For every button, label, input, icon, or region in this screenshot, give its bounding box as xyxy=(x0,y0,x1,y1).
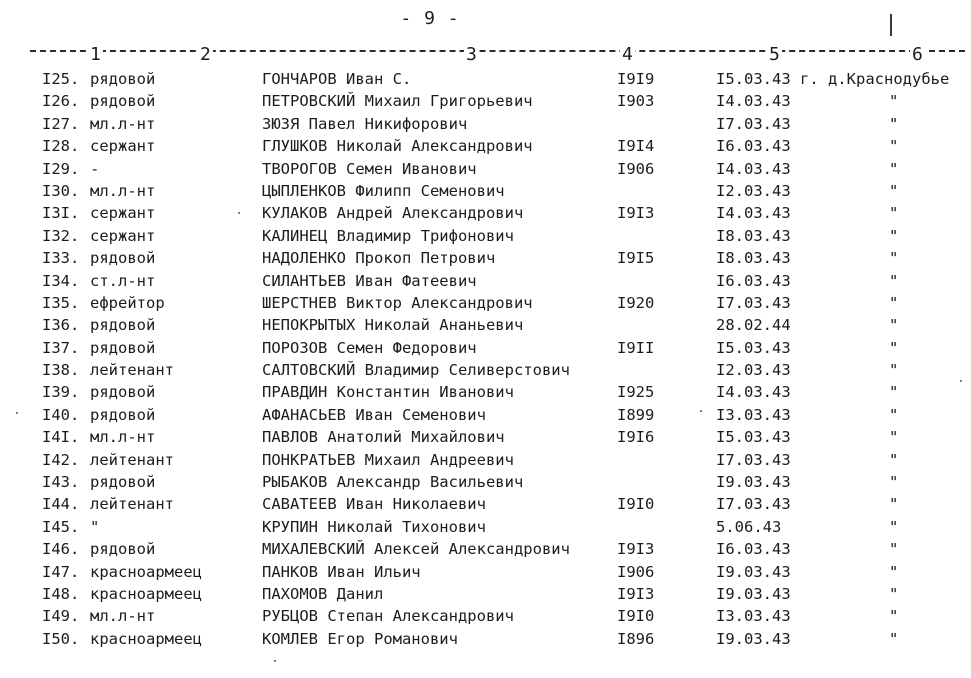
record-ditto-mark: " xyxy=(889,159,899,178)
column-number-1: 1 xyxy=(90,44,101,65)
record-birth-year: I9I0 xyxy=(617,607,655,626)
record-ditto-mark: " xyxy=(889,428,899,447)
record-birth-year: I9I3 xyxy=(617,540,655,559)
record-ditto-mark: " xyxy=(889,204,899,223)
record-name: ТВОРОГОВ Семен Иванович xyxy=(262,159,477,178)
record-date: I2.03.43 xyxy=(716,361,791,380)
record-name: КОМЛЕВ Егор Романович xyxy=(262,629,458,648)
record-number: I29. xyxy=(42,159,80,178)
record-number: I44. xyxy=(42,495,80,514)
record-birth-year: I9II xyxy=(617,338,655,357)
scan-speck xyxy=(238,212,240,214)
record-number: I4I. xyxy=(42,428,80,447)
record-rank: " xyxy=(90,517,100,536)
table-row xyxy=(0,225,971,247)
record-date: I3.03.43 xyxy=(716,405,791,424)
record-rank: лейтенант xyxy=(90,495,174,514)
column-number-5: 5 xyxy=(769,44,780,65)
record-birth-year: I9I3 xyxy=(617,584,655,603)
record-name: ПАВЛОВ Анатолий Михайлович xyxy=(262,428,505,447)
record-rank: рядовой xyxy=(90,249,156,268)
record-number: I26. xyxy=(42,92,80,111)
record-number: I25. xyxy=(42,70,80,88)
record-date: I7.03.43 xyxy=(716,293,791,312)
record-rank: рядовой xyxy=(90,92,156,111)
table-row xyxy=(0,449,971,471)
record-name: ПАХОМОВ Данил xyxy=(262,584,384,603)
table-row xyxy=(0,247,971,269)
record-number: I47. xyxy=(42,562,80,581)
record-date: I2.03.43 xyxy=(716,181,791,200)
record-birth-year: I9I4 xyxy=(617,137,655,156)
record-number: I46. xyxy=(42,540,80,559)
table-row xyxy=(0,561,971,583)
record-ditto-mark: " xyxy=(889,293,899,312)
record-number: I43. xyxy=(42,473,80,492)
record-name: ПОРОЗОВ Семен Федорович xyxy=(262,338,477,357)
record-ditto-mark: " xyxy=(889,181,899,200)
record-ditto-mark: " xyxy=(889,137,899,156)
record-number: I48. xyxy=(42,584,80,603)
record-ditto-mark: " xyxy=(889,473,899,492)
record-rank: рядовой xyxy=(90,316,156,335)
table-row xyxy=(0,404,971,426)
record-date: I5.03.43 xyxy=(716,338,791,357)
record-date: I4.03.43 xyxy=(716,383,791,402)
table-row xyxy=(0,516,971,538)
record-number: I42. xyxy=(42,450,80,469)
record-number: I30. xyxy=(42,181,80,200)
record-number: I45. xyxy=(42,517,80,536)
table-row xyxy=(0,180,971,202)
margin-mark xyxy=(890,14,892,36)
record-ditto-mark: " xyxy=(889,517,899,536)
table-row xyxy=(0,292,971,314)
record-ditto-mark: " xyxy=(889,540,899,559)
record-date: I6.03.43 xyxy=(716,137,791,156)
record-birth-year: I9I0 xyxy=(617,495,655,514)
record-rank: сержант xyxy=(90,226,156,245)
table-row xyxy=(0,314,971,336)
record-name: ЦЫПЛЕНКОВ Филипп Семенович xyxy=(262,181,505,200)
record-number: I37. xyxy=(42,338,80,357)
record-date: I3.03.43 xyxy=(716,607,791,626)
record-number: I27. xyxy=(42,114,80,133)
record-ditto-mark: " xyxy=(889,249,899,268)
record-rank: сержант xyxy=(90,204,156,223)
record-number: I40. xyxy=(42,405,80,424)
record-ditto-mark: " xyxy=(889,495,899,514)
table-row xyxy=(0,426,971,448)
record-name: МИХАЛЕВСКИЙ Алексей Александрович xyxy=(262,540,570,559)
scan-speck xyxy=(960,380,962,382)
record-date: I6.03.43 xyxy=(716,540,791,559)
record-name: ПЕТРОВСКИЙ Михаил Григорьевич xyxy=(262,92,533,111)
record-number: I34. xyxy=(42,271,80,290)
record-name: КУЛАКОВ Андрей Александрович xyxy=(262,204,524,223)
record-name: НЕПОКРЫТЫХ Николай Ананьевич xyxy=(262,316,524,335)
record-birth-year: I896 xyxy=(617,629,655,648)
record-birth-year: I906 xyxy=(617,159,655,178)
table-row xyxy=(0,538,971,560)
record-name: АФАНАСЬЕВ Иван Семенович xyxy=(262,405,486,424)
record-birth-year: I899 xyxy=(617,405,655,424)
record-date: I9.03.43 xyxy=(716,629,791,648)
record-date: 5.06.43 xyxy=(716,517,782,536)
table-row xyxy=(0,337,971,359)
record-name: СИЛАНТЬЕВ Иван Фатеевич xyxy=(262,271,477,290)
table-row xyxy=(0,68,971,90)
record-rank: рядовой xyxy=(90,383,156,402)
table-row xyxy=(0,605,971,627)
record-birth-year: I9I9 xyxy=(617,70,655,88)
record-ditto-mark: " xyxy=(889,405,899,424)
record-birth-year: I906 xyxy=(617,562,655,581)
records-list xyxy=(0,68,971,650)
table-row xyxy=(0,471,971,493)
record-ditto-mark: " xyxy=(889,629,899,648)
table-row xyxy=(0,493,971,515)
record-date: I6.03.43 xyxy=(716,271,791,290)
record-number: I32. xyxy=(42,226,80,245)
record-birth-year: I9I6 xyxy=(617,428,655,447)
record-rank: - xyxy=(90,159,100,178)
record-date: I8.03.43 xyxy=(716,249,791,268)
record-name: САВАТЕЕВ Иван Николаевич xyxy=(262,495,486,514)
record-ditto-mark: " xyxy=(889,316,899,335)
record-name: ШЕРСТНЕВ Виктор Александрович xyxy=(262,293,533,312)
record-name: ГОНЧАРОВ Иван С. xyxy=(262,70,412,88)
table-row xyxy=(0,158,971,180)
record-ditto-mark: " xyxy=(889,92,899,111)
record-birth-year: I9I3 xyxy=(617,204,655,223)
record-rank: мл.л-нт xyxy=(90,114,156,133)
scan-speck xyxy=(16,412,18,414)
record-date: I4.03.43 xyxy=(716,204,791,223)
table-row xyxy=(0,135,971,157)
record-number: I49. xyxy=(42,607,80,626)
record-number: I28. xyxy=(42,137,80,156)
table-row xyxy=(0,381,971,403)
record-rank: красноармеец xyxy=(90,562,202,581)
record-rank: мл.л-нт xyxy=(90,607,156,626)
record-number: I50. xyxy=(42,629,80,648)
record-ditto-mark: " xyxy=(889,361,899,380)
column-number-2: 2 xyxy=(200,44,211,65)
record-birth-year: I903 xyxy=(617,92,655,111)
record-rank: лейтенант xyxy=(90,361,174,380)
record-rank: мл.л-нт xyxy=(90,428,156,447)
record-name: ГЛУШКОВ Николай Александрович xyxy=(262,137,533,156)
record-birth-year: I9I5 xyxy=(617,249,655,268)
record-number: I3I. xyxy=(42,204,80,223)
record-rank: красноармеец xyxy=(90,629,202,648)
table-row xyxy=(0,90,971,112)
record-rank: сержант xyxy=(90,137,156,156)
record-number: I35. xyxy=(42,293,80,312)
record-number: I33. xyxy=(42,249,80,268)
record-rank: ст.л-нт xyxy=(90,271,156,290)
record-name: РУБЦОВ Степан Александрович xyxy=(262,607,514,626)
record-ditto-mark: " xyxy=(889,607,899,626)
record-ditto-mark: " xyxy=(889,226,899,245)
record-birth-year: I925 xyxy=(617,383,655,402)
record-date: I4.03.43 xyxy=(716,159,791,178)
record-rank: мл.л-нт xyxy=(90,181,156,200)
table-row xyxy=(0,113,971,135)
record-date: I5.03.43 xyxy=(716,428,791,447)
record-date: I7.03.43 xyxy=(716,114,791,133)
record-place: г. д.Краснодубье xyxy=(800,70,950,88)
header-dashed-rule xyxy=(30,50,965,52)
record-date: I8.03.43 xyxy=(716,226,791,245)
record-birth-year: I920 xyxy=(617,293,655,312)
column-number-3: 3 xyxy=(466,44,477,65)
record-name: САЛТОВСКИЙ Владимир Селиверстович xyxy=(262,361,570,380)
record-date: I7.03.43 xyxy=(716,450,791,469)
record-rank: рядовой xyxy=(90,405,156,424)
table-row xyxy=(0,628,971,650)
record-ditto-mark: " xyxy=(889,450,899,469)
record-rank: красноармеец xyxy=(90,584,202,603)
record-rank: лейтенант xyxy=(90,450,174,469)
record-ditto-mark: " xyxy=(889,584,899,603)
page-number: - 9 - xyxy=(400,8,460,29)
record-ditto-mark: " xyxy=(889,271,899,290)
record-rank: ефрейтор xyxy=(90,293,165,312)
record-name: ПОНКРАТЬЕВ Михаил Андреевич xyxy=(262,450,514,469)
record-number: I36. xyxy=(42,316,80,335)
record-name: НАДОЛЕНКО Прокоп Петрович xyxy=(262,249,496,268)
record-date: I7.03.43 xyxy=(716,495,791,514)
scan-speck xyxy=(700,410,702,412)
record-rank: рядовой xyxy=(90,473,156,492)
record-date: I5.03.43 xyxy=(716,70,791,88)
record-date: I9.03.43 xyxy=(716,562,791,581)
scan-speck xyxy=(274,660,276,662)
column-number-4: 4 xyxy=(622,44,633,65)
table-row xyxy=(0,583,971,605)
record-name: ЗЮЗЯ Павел Никифорович xyxy=(262,114,468,133)
table-row xyxy=(0,359,971,381)
record-number: I38. xyxy=(42,361,80,380)
record-date: 28.02.44 xyxy=(716,316,791,335)
column-number-6: 6 xyxy=(912,44,923,65)
record-number: I39. xyxy=(42,383,80,402)
record-date: I9.03.43 xyxy=(716,473,791,492)
record-ditto-mark: " xyxy=(889,383,899,402)
record-name: ПАНКОВ Иван Ильич xyxy=(262,562,421,581)
table-row xyxy=(0,202,971,224)
record-rank: рядовой xyxy=(90,70,156,88)
record-name: КРУПИН Николай Тихонович xyxy=(262,517,486,536)
record-name: КАЛИНЕЦ Владимир Трифонович xyxy=(262,226,514,245)
record-ditto-mark: " xyxy=(889,114,899,133)
record-ditto-mark: " xyxy=(889,562,899,581)
record-name: ПРАВДИН Константин Иванович xyxy=(262,383,514,402)
table-row xyxy=(0,270,971,292)
record-name: РЫБАКОВ Александр Васильевич xyxy=(262,473,524,492)
record-rank: рядовой xyxy=(90,338,156,357)
record-ditto-mark: " xyxy=(889,338,899,357)
record-date: I9.03.43 xyxy=(716,584,791,603)
record-date: I4.03.43 xyxy=(716,92,791,111)
record-rank: рядовой xyxy=(90,540,156,559)
